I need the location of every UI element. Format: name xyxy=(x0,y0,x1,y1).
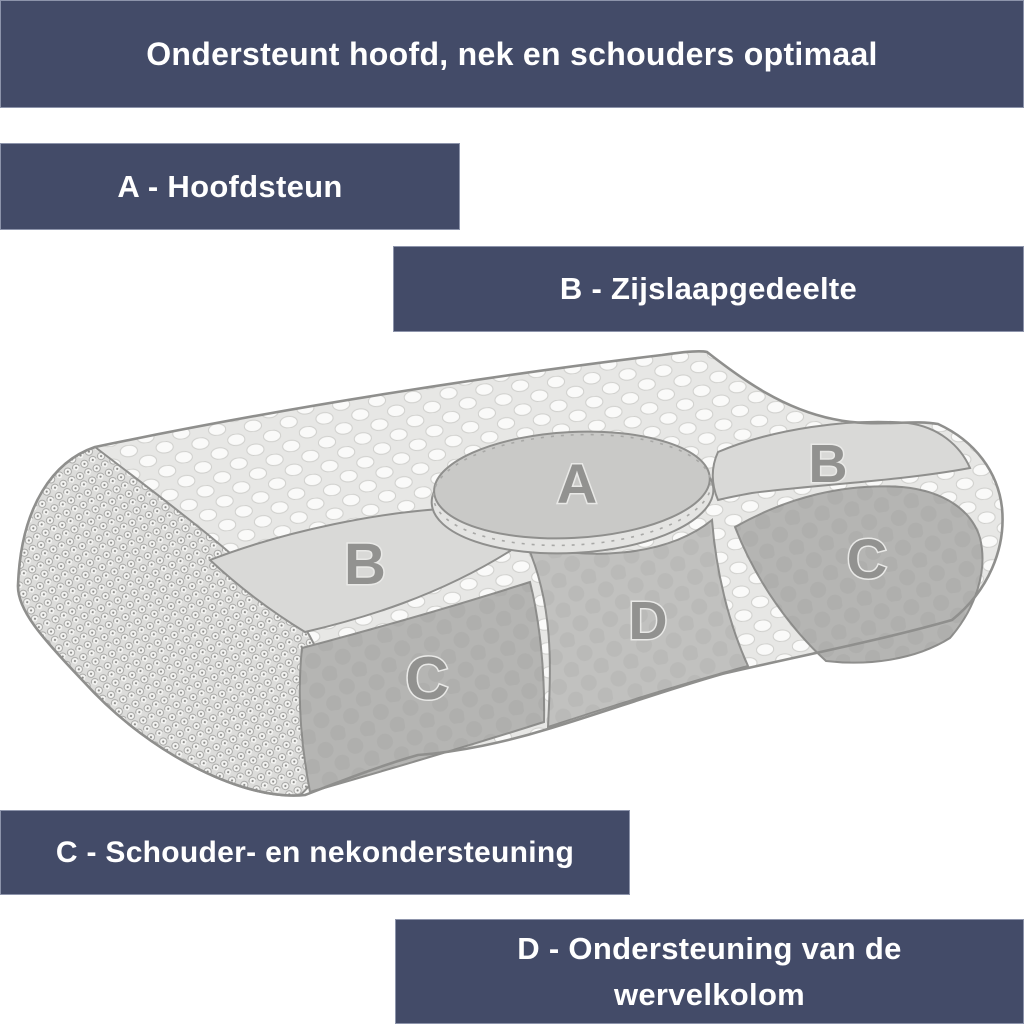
banner-zone-d-text-line1: D - Ondersteuning van de xyxy=(517,930,902,966)
banner-zone-b-text: B - Zijslaapgedeelte xyxy=(559,271,858,306)
zone-label-c-right: C xyxy=(846,527,888,590)
zone-label-a: A xyxy=(556,452,598,515)
banner-zone-d-text-line2: wervelkolom xyxy=(613,976,806,1012)
zone-label-c-left: C xyxy=(405,645,449,712)
zone-label-b-left: B xyxy=(344,532,386,597)
zone-label-d: D xyxy=(628,591,668,651)
zone-label-b-right: B xyxy=(808,434,848,494)
banner-zone-a-text: A - Hoofdsteun xyxy=(117,168,343,204)
banner-zone-c-text: C - Schouder- en nekondersteuning xyxy=(55,835,575,869)
banner-title-text: Ondersteunt hoofd, nek en schouders optimaal xyxy=(146,35,878,72)
